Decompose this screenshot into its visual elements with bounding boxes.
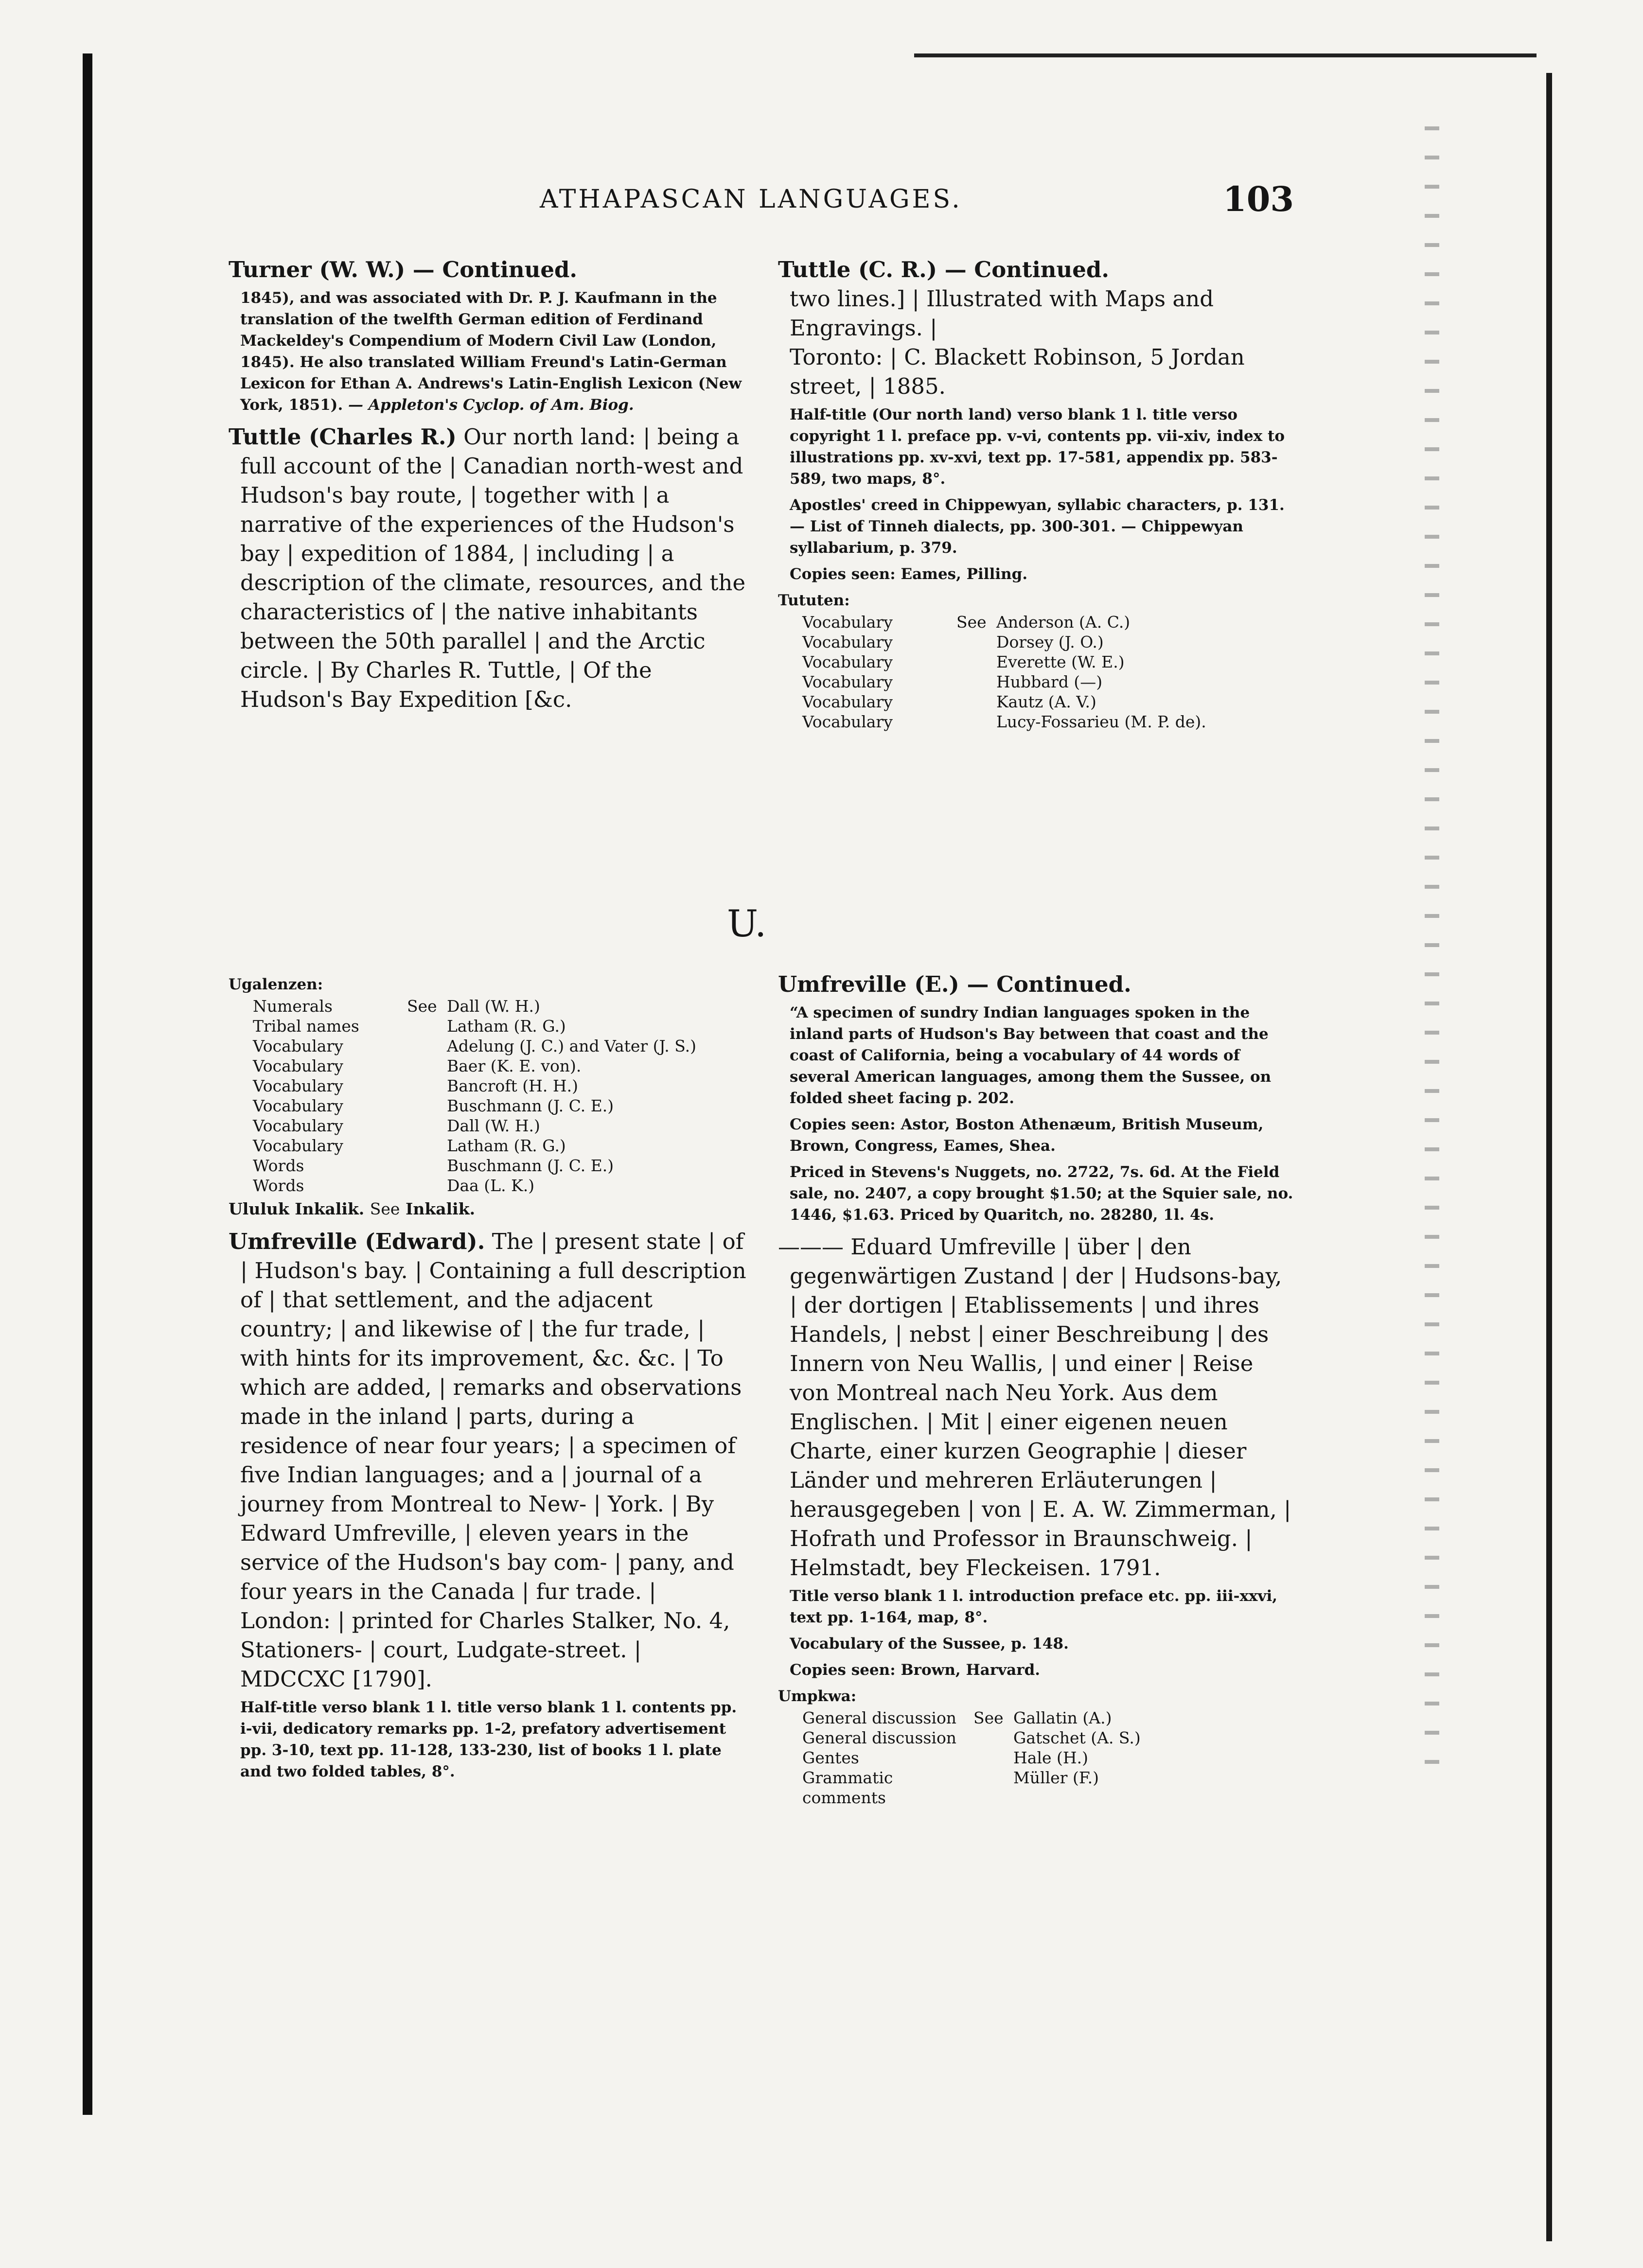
entry-notes: Vocabulary of the Sussee, p. 148. [790,1635,1069,1653]
entry-notes: Title verso blank 1 l. introduction preface etc. pp. iii-xxvi, text pp. 1-164, map, 8°. [790,1587,1278,1626]
xref-row: Vocabulary See Anderson (A. C.) [802,613,1131,632]
entry-notes: Half-title (Our north land) verso blank 1 l. title verso copyright 1 l. preface pp. v-vi, contents pp. vii-xiv, index to illustrations pp. xv-xvi, text pp. 17-581, appendix pp. 583-589, two maps, 8°. [790,406,1285,488]
entry-tuttle-continued [778,255,1296,585]
scan-edge-right [1546,73,1552,2241]
scan-edge-top [914,53,1537,57]
entry-copies: Copies seen: Brown, Harvard. [790,1661,1041,1679]
xref-row: Numerals See Dall (W. H.) [253,997,540,1016]
xref-row: Vocabulary Baer (K. E. von). [253,1056,582,1075]
scan-speckle [1425,126,1439,1779]
page-number: 103 [1223,179,1294,219]
entry-heading: Turner (W. W.) — Continued. [229,257,578,282]
entry-notes: Half-title verso blank 1 l. title verso blank 1 l. contents pp. i-vii, dedicatory remarks pp. 1-2, prefatory advertisement pp. 3-10, text pp. 11-128, 133-230, list of books 1 l. plate and two folded tables, 8°. [240,1699,737,1780]
entry-title: ——— Eduard Umfreville | über | den gegenwärtigen Zustand | der | Hudsons-bay, | der dortigen | Etablissements | und ihres Handels, | nebst | einer Beschreibung | des Innern von Neu Wallis, | und einer | Reise von Montreal nach Neu York. Aus dem Englischen. | Mit | einer eigenen neuen Charte, einer kurzen Geographie | dieser Länder und mehreren Erläuterungen | herausgegeben | von | E. A. W. Zimmerman, | Hofrath und Professor in Braunschweig. | [778,1234,1291,1551]
entry-source: — Appleton's Cyclop. of Am. Biog. [348,396,634,414]
top-left-column [229,255,746,721]
xref-row: Vocabulary Dall (W. H.) [253,1116,540,1135]
entry-heading: Umfreville (E.) — Continued. [778,971,1131,997]
entry-title: Our north land: | being a full account of the | Canadian north-west and Hudson's bay route, | together with | a narrative of the experiences of the Hudson's bay | expedition of 1884, | including | a description of the climate, resources, and the characteristics of | the native inhabitants between the 50th parallel | and the Arctic circle. | By Charles R. Tuttle, | Of the Hudson's Bay Expedition [&c. [240,424,746,712]
umpkwa-xref-table [802,1708,1147,1808]
running-head-title: ATHAPASCAN LANGUAGES. [540,185,962,214]
xref-row: Vocabulary Kautz (A. V.) [802,692,1096,711]
xref-row: Words Daa (L. K.) [253,1176,535,1195]
tututen-xref-table [802,612,1212,732]
entry-title: The | present state | of | Hudson's bay. | Containing a full description of | that settlement, and the adjacent country; | and likewise of | the fur trade, | with hints for its improvement, &c. &c. | To which are added, | remarks and observations made in the inland | parts, during a residence of near four years; | a specimen of five Indian languages; and a | journal of a journey from Montreal to New- | York. | By Edward Umfreville, | eleven years in the service of the Hudson's bay com- | pany, and four years in the Canada | fur trade. | [240,1229,746,1604]
xref-row: Vocabulary Buschmann (J. C. E.) [253,1096,614,1115]
entry-turner [229,255,746,416]
entry-imprint: Toronto: | C. Blackett Robinson, 5 Jordan street, | 1885. [790,344,1245,399]
entry-heading: Tuttle (C. R.) — Continued. [778,257,1109,282]
entry-notes: 1845), and was associated with Dr. P. J. Kaufmann in the translation of the twelfth German edition of Ferdinand Mackeldey's Compendium of Modern Civil Law (London, 1845). He also translated William Freund's Latin-German Lexicon for Ethan A. Andrews's Latin-English Lexicon (New York, 1851). [240,289,742,414]
top-right-column [778,255,1296,732]
xref-row: Vocabulary Adelung (J. C.) and Vater (J. S.) [253,1037,696,1055]
entry-notes: Priced in Stevens's Nuggets, no. 2722, 7s. 6d. At the Field sale, no. 2407, a copy brought $1.50; at the Squier sale, no. 1446, $1.63. Priced by Quaritch, no. 28280, 1l. 4s. [790,1163,1293,1224]
entry-heading: Umfreville (Edward). [229,1229,485,1254]
xref-row: Vocabulary Latham (R. G.) [253,1136,566,1155]
xref-row: Vocabulary Hubbard (—) [802,672,1103,691]
entry-umfreville [229,1227,746,1782]
xref-row: Words Buschmann (J. C. E.) [253,1156,614,1175]
xref-row: Vocabulary Everette (W. E.) [802,652,1125,671]
entry-title: two lines.] | Illustrated with Maps and Engravings. | [790,286,1214,341]
section-letter-heading: U. [727,902,767,945]
bottom-right-column [778,970,1296,1808]
xref-row: Tribal names Latham (R. G.) [253,1017,566,1036]
xref-row: General discussion See Gallatin (A.) [802,1708,1112,1727]
entry-copies: Copies seen: Astor, Boston Athenæum, British Museum, Brown, Congress, Eames, Shea. [790,1116,1264,1155]
language-label: Tututen: [778,592,850,609]
xref-row: Vocabulary Dorsey (J. O.) [802,633,1104,651]
entry-imprint: London: | printed for Charles Stalker, No. 4, Stationers- | court, Ludgate-street. | MDCCXC [1790]. [240,1608,730,1692]
bottom-left-column [229,970,746,1789]
language-label: Umpkwa: [778,1688,857,1705]
entry-tuttle [229,422,746,714]
xref-row: General discussion Gatschet (A. S.) [802,1728,1141,1747]
language-label: Ugalenzen: [229,976,323,993]
entry-notes: “A specimen of sundry Indian languages spoken in the inland parts of Hudson's Bay between that coast and the coast of California, being a vocabulary of 44 words of several American languages, among them the Sussee, on folded sheet facing p. 202. [790,1004,1272,1107]
entry-umfreville-german [778,1232,1296,1681]
ugalenzen-xref-table [253,996,702,1196]
entry-imprint: Helmstadt, bey Fleckeisen. 1791. [790,1555,1161,1581]
entry-notes: Apostles' creed in Chippewyan, syllabic characters, p. 131. — List of Tinneh dialects, pp. 300-301. — Chippewyan syllabarium, p. 379. [790,496,1285,557]
entry-heading: Tuttle (Charles R.) [229,424,457,450]
ululuk-inkalik-xref: Ululuk Inkalik. See Inkalik. [229,1199,476,1218]
entry-umfreville-continued [778,970,1296,1226]
running-head [0,179,1643,229]
xref-row: Vocabulary Lucy-Fossarieu (M. P. de). [802,712,1206,731]
xref-row: Grammatic comments Müller (F.) [802,1768,1099,1807]
scan-edge-left [83,53,92,2115]
xref-row: Gentes Hale (H.) [802,1748,1089,1767]
xref-row: Vocabulary Bancroft (H. H.) [253,1076,579,1095]
entry-copies: Copies seen: Eames, Pilling. [790,565,1028,583]
